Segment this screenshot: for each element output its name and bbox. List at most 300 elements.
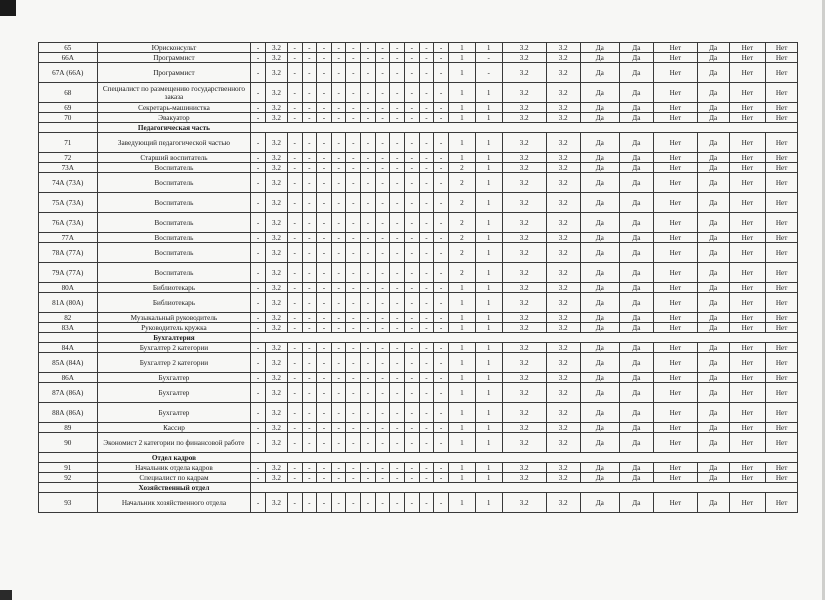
factor-cell: - (317, 353, 332, 373)
factor-cell: - (375, 133, 390, 153)
class-final-cell: 3.2 (546, 433, 580, 453)
answer-cell: Нет (653, 433, 697, 453)
class-value-cell: 3.2 (265, 423, 287, 433)
factor-cell: - (346, 343, 361, 353)
answer-cell: Нет (653, 103, 697, 113)
row-number-cell: 90 (39, 433, 98, 453)
section-empty-cells (251, 333, 798, 343)
count-cell: 1 (475, 83, 502, 103)
answer-cell: Да (619, 43, 653, 53)
answer-cell: Нет (729, 63, 766, 83)
table-row (39, 473, 798, 483)
answer-cell: Нет (766, 173, 798, 193)
factor-cell: - (419, 193, 434, 213)
count-cell: 1 (475, 193, 502, 213)
factor-cell: - (419, 343, 434, 353)
factor-cell: - (317, 43, 332, 53)
factor-cell: - (375, 153, 390, 163)
factor-cell: - (434, 113, 449, 123)
class-final-cell: 3.2 (546, 173, 580, 193)
class-value-cell: 3.2 (265, 323, 287, 333)
answer-cell: Да (697, 53, 729, 63)
answer-cell: Да (619, 383, 653, 403)
count-cell: 1 (475, 283, 502, 293)
factor-cell: - (317, 153, 332, 163)
factor-cell: - (419, 463, 434, 473)
class-value-cell: 3.2 (265, 493, 287, 513)
count-cell: 2 (448, 193, 475, 213)
factor-cell: - (317, 313, 332, 323)
factor-cell: - (302, 53, 317, 63)
class-value-cell: 3.2 (265, 463, 287, 473)
class-cell: - (251, 353, 266, 373)
factor-cell: - (434, 133, 449, 153)
class-total-cell: 3.2 (502, 103, 546, 113)
class-total-cell: 3.2 (502, 373, 546, 383)
answer-cell: Нет (729, 493, 766, 513)
position-cell: Специалист по размещению государственного заказа (97, 83, 251, 103)
row-number-cell: 71 (39, 133, 98, 153)
factor-cell: - (405, 343, 420, 353)
answer-cell: Нет (766, 133, 798, 153)
position-cell: Воспитатель (97, 233, 251, 243)
factor-cell: - (317, 103, 332, 113)
factor-cell: - (302, 133, 317, 153)
table-row (39, 433, 798, 453)
factor-cell: - (317, 383, 332, 403)
answer-cell: Да (619, 403, 653, 423)
answer-cell: Да (580, 103, 619, 113)
answer-cell: Да (697, 463, 729, 473)
class-total-cell: 3.2 (502, 243, 546, 263)
class-value-cell: 3.2 (265, 313, 287, 323)
count-cell: 1 (448, 293, 475, 313)
factor-cell: - (419, 473, 434, 483)
factor-cell: - (390, 193, 405, 213)
class-cell: - (251, 293, 266, 313)
count-cell: 1 (448, 83, 475, 103)
factor-cell: - (375, 463, 390, 473)
answer-cell: Да (697, 163, 729, 173)
factor-cell: - (419, 353, 434, 373)
count-cell: 1 (448, 153, 475, 163)
count-cell: 1 (475, 433, 502, 453)
class-total-cell: 3.2 (502, 153, 546, 163)
answer-cell: Да (697, 263, 729, 283)
answer-cell: Нет (729, 423, 766, 433)
table-row (39, 283, 798, 293)
factor-cell: - (317, 323, 332, 333)
factor-cell: - (390, 83, 405, 103)
factor-cell: - (317, 433, 332, 453)
factor-cell: - (375, 233, 390, 243)
class-value-cell: 3.2 (265, 373, 287, 383)
factor-cell: - (287, 193, 302, 213)
answer-cell: Нет (653, 193, 697, 213)
class-cell: - (251, 153, 266, 163)
answer-cell: Да (580, 53, 619, 63)
class-value-cell: 3.2 (265, 163, 287, 173)
factor-cell: - (419, 493, 434, 513)
answer-cell: Нет (766, 463, 798, 473)
answer-cell: Нет (653, 473, 697, 483)
answer-cell: Нет (653, 293, 697, 313)
answer-cell: Да (580, 323, 619, 333)
count-cell: 1 (448, 473, 475, 483)
position-cell: Воспитатель (97, 263, 251, 283)
answer-cell: Нет (729, 293, 766, 313)
answer-cell: Нет (729, 403, 766, 423)
factor-cell: - (434, 373, 449, 383)
factor-cell: - (287, 343, 302, 353)
class-cell: - (251, 133, 266, 153)
table-row (39, 163, 798, 173)
count-cell: 1 (475, 43, 502, 53)
factor-cell: - (375, 263, 390, 283)
answer-cell: Да (580, 373, 619, 383)
factor-cell: - (405, 103, 420, 113)
factor-cell: - (346, 403, 361, 423)
factor-cell: - (434, 43, 449, 53)
answer-cell: Нет (766, 313, 798, 323)
class-cell: - (251, 493, 266, 513)
answer-cell: Нет (653, 373, 697, 383)
position-cell: Специалист по кадрам (97, 473, 251, 483)
factor-cell: - (302, 173, 317, 193)
class-cell: - (251, 433, 266, 453)
factor-cell: - (405, 243, 420, 263)
factor-cell: - (331, 43, 346, 53)
factor-cell: - (390, 313, 405, 323)
answer-cell: Да (619, 243, 653, 263)
answer-cell: Да (580, 233, 619, 243)
factor-cell: - (361, 283, 376, 293)
class-total-cell: 3.2 (502, 213, 546, 233)
row-number-cell: 72 (39, 153, 98, 163)
count-cell: 1 (475, 263, 502, 283)
factor-cell: - (361, 353, 376, 373)
answer-cell: Нет (729, 263, 766, 283)
row-number-cell: 79А (77А) (39, 263, 98, 283)
position-cell: Секретарь-машинистка (97, 103, 251, 113)
factor-cell: - (419, 163, 434, 173)
factor-cell: - (390, 133, 405, 153)
factor-cell: - (405, 433, 420, 453)
factor-cell: - (302, 153, 317, 163)
factor-cell: - (346, 263, 361, 283)
factor-cell: - (375, 403, 390, 423)
answer-cell: Да (619, 193, 653, 213)
factor-cell: - (287, 43, 302, 53)
factor-cell: - (375, 213, 390, 233)
answer-cell: Да (697, 383, 729, 403)
factor-cell: - (361, 53, 376, 63)
section-empty-cells (251, 453, 798, 463)
row-number-cell: 65 (39, 43, 98, 53)
factor-cell: - (375, 383, 390, 403)
row-number-cell: 84А (39, 343, 98, 353)
answer-cell: Да (697, 213, 729, 233)
factor-cell: - (361, 83, 376, 103)
count-cell: 1 (448, 423, 475, 433)
factor-cell: - (405, 63, 420, 83)
answer-cell: Да (580, 403, 619, 423)
answer-cell: Нет (766, 233, 798, 243)
section-title: Педагогическая часть (97, 123, 251, 133)
count-cell: 1 (475, 403, 502, 423)
factor-cell: - (390, 43, 405, 53)
factor-cell: - (346, 193, 361, 213)
answer-cell: Да (619, 163, 653, 173)
table-row (39, 133, 798, 153)
count-cell: 2 (448, 263, 475, 283)
answer-cell: Да (619, 263, 653, 283)
table-row (39, 323, 798, 333)
position-cell: Воспитатель (97, 173, 251, 193)
factor-cell: - (419, 313, 434, 323)
class-final-cell: 3.2 (546, 163, 580, 173)
factor-cell: - (405, 473, 420, 483)
factor-cell: - (331, 493, 346, 513)
factor-cell: - (419, 373, 434, 383)
factor-cell: - (346, 293, 361, 313)
factor-cell: - (361, 383, 376, 403)
answer-cell: Да (697, 83, 729, 103)
factor-cell: - (302, 263, 317, 283)
factor-cell: - (302, 403, 317, 423)
class-total-cell: 3.2 (502, 403, 546, 423)
answer-cell: Да (580, 353, 619, 373)
class-cell: - (251, 283, 266, 293)
answer-cell: Да (619, 233, 653, 243)
position-cell: Библиотекарь (97, 283, 251, 293)
answer-cell: Да (580, 263, 619, 283)
row-number-cell: 92 (39, 473, 98, 483)
factor-cell: - (287, 283, 302, 293)
factor-cell: - (390, 473, 405, 483)
table-row (39, 423, 798, 433)
answer-cell: Нет (729, 353, 766, 373)
factor-cell: - (390, 243, 405, 263)
answer-cell: Да (580, 43, 619, 53)
count-cell: 1 (475, 233, 502, 243)
row-number-cell: 91 (39, 463, 98, 473)
factor-cell: - (287, 313, 302, 323)
class-cell: - (251, 213, 266, 233)
factor-cell: - (405, 163, 420, 173)
class-final-cell: 3.2 (546, 423, 580, 433)
factor-cell: - (302, 193, 317, 213)
factor-cell: - (331, 53, 346, 63)
factor-cell: - (434, 233, 449, 243)
count-cell: 1 (475, 343, 502, 353)
factor-cell: - (390, 213, 405, 233)
answer-cell: Да (580, 473, 619, 483)
answer-cell: Нет (653, 133, 697, 153)
answer-cell: Нет (729, 153, 766, 163)
factor-cell: - (434, 103, 449, 113)
class-cell: - (251, 243, 266, 263)
factor-cell: - (331, 173, 346, 193)
class-total-cell: 3.2 (502, 53, 546, 63)
answer-cell: Нет (766, 293, 798, 313)
answer-cell: Да (619, 103, 653, 113)
answer-cell: Да (619, 493, 653, 513)
count-cell: 1 (448, 283, 475, 293)
answer-cell: Да (580, 433, 619, 453)
factor-cell: - (346, 473, 361, 483)
class-value-cell: 3.2 (265, 43, 287, 53)
class-total-cell: 3.2 (502, 43, 546, 53)
position-cell: Кассир (97, 423, 251, 433)
factor-cell: - (317, 113, 332, 123)
answer-cell: Да (619, 373, 653, 383)
section-title: Хозяйственный отдел (97, 483, 251, 493)
factor-cell: - (434, 173, 449, 193)
class-total-cell: 3.2 (502, 83, 546, 103)
answer-cell: Нет (653, 153, 697, 163)
section-title: Отдел кадров (97, 453, 251, 463)
factor-cell: - (375, 293, 390, 313)
class-total-cell: 3.2 (502, 133, 546, 153)
answer-cell: Нет (766, 193, 798, 213)
factor-cell: - (331, 353, 346, 373)
row-number-cell: 89 (39, 423, 98, 433)
factor-cell: - (434, 383, 449, 403)
factor-cell: - (287, 83, 302, 103)
factor-cell: - (361, 113, 376, 123)
factor-cell: - (405, 153, 420, 163)
factor-cell: - (405, 53, 420, 63)
factor-cell: - (331, 383, 346, 403)
factor-cell: - (361, 293, 376, 313)
class-cell: - (251, 63, 266, 83)
factor-cell: - (317, 423, 332, 433)
factor-cell: - (419, 423, 434, 433)
factor-cell: - (375, 103, 390, 113)
answer-cell: Да (619, 323, 653, 333)
position-cell: Бухгалтер (97, 403, 251, 423)
table-row (39, 83, 798, 103)
factor-cell: - (419, 433, 434, 453)
table-row (39, 493, 798, 513)
factor-cell: - (405, 213, 420, 233)
class-final-cell: 3.2 (546, 353, 580, 373)
answer-cell: Да (697, 233, 729, 243)
row-number-cell (39, 453, 98, 463)
factor-cell: - (331, 293, 346, 313)
answer-cell: Да (697, 283, 729, 293)
factor-cell: - (419, 243, 434, 263)
factor-cell: - (287, 353, 302, 373)
count-cell: 1 (475, 133, 502, 153)
class-total-cell: 3.2 (502, 383, 546, 403)
factor-cell: - (331, 233, 346, 243)
factor-cell: - (331, 63, 346, 83)
factor-cell: - (361, 233, 376, 243)
factor-cell: - (405, 233, 420, 243)
count-cell: 2 (448, 163, 475, 173)
factor-cell: - (419, 153, 434, 163)
answer-cell: Да (697, 133, 729, 153)
position-cell: Начальник хозяйственного отдела (97, 493, 251, 513)
factor-cell: - (419, 113, 434, 123)
factor-cell: - (317, 493, 332, 513)
factor-cell: - (361, 403, 376, 423)
count-cell: 1 (475, 153, 502, 163)
count-cell: 2 (448, 243, 475, 263)
factor-cell: - (331, 423, 346, 433)
class-value-cell: 3.2 (265, 433, 287, 453)
answer-cell: Нет (729, 233, 766, 243)
factor-cell: - (434, 193, 449, 213)
factor-cell: - (346, 63, 361, 83)
count-cell: 1 (475, 353, 502, 373)
answer-cell: Да (697, 323, 729, 333)
count-cell: 1 (475, 103, 502, 113)
position-cell: Музыкальный руководитель (97, 313, 251, 323)
answer-cell: Нет (766, 153, 798, 163)
factor-cell: - (419, 173, 434, 193)
answer-cell: Да (697, 313, 729, 323)
answer-cell: Нет (653, 213, 697, 233)
answer-cell: Нет (766, 243, 798, 263)
answer-cell: Нет (766, 473, 798, 483)
class-final-cell: 3.2 (546, 343, 580, 353)
factor-cell: - (405, 493, 420, 513)
class-value-cell: 3.2 (265, 133, 287, 153)
count-cell: 1 (448, 463, 475, 473)
factor-cell: - (331, 283, 346, 293)
factor-cell: - (361, 373, 376, 383)
class-final-cell: 3.2 (546, 243, 580, 263)
row-number-cell: 67А (66А) (39, 63, 98, 83)
class-value-cell: 3.2 (265, 83, 287, 103)
factor-cell: - (317, 263, 332, 283)
factor-cell: - (390, 113, 405, 123)
answer-cell: Нет (653, 283, 697, 293)
section-header-row (39, 483, 798, 493)
position-cell: Старший воспитатель (97, 153, 251, 163)
class-cell: - (251, 113, 266, 123)
answer-cell: Да (580, 83, 619, 103)
factor-cell: - (390, 403, 405, 423)
class-cell: - (251, 83, 266, 103)
table-row (39, 153, 798, 163)
factor-cell: - (390, 383, 405, 403)
factor-cell: - (287, 473, 302, 483)
class-total-cell: 3.2 (502, 423, 546, 433)
class-total-cell: 3.2 (502, 353, 546, 373)
position-cell: Воспитатель (97, 163, 251, 173)
class-value-cell: 3.2 (265, 353, 287, 373)
answer-cell: Нет (729, 103, 766, 113)
answer-cell: Нет (729, 323, 766, 333)
table-row (39, 353, 798, 373)
class-value-cell: 3.2 (265, 63, 287, 83)
factor-cell: - (346, 43, 361, 53)
factor-cell: - (346, 113, 361, 123)
factor-cell: - (346, 383, 361, 403)
factor-cell: - (361, 43, 376, 53)
class-total-cell: 3.2 (502, 193, 546, 213)
count-cell: 1 (475, 463, 502, 473)
answer-cell: Да (697, 403, 729, 423)
factor-cell: - (419, 103, 434, 113)
factor-cell: - (331, 323, 346, 333)
class-cell: - (251, 103, 266, 113)
factor-cell: - (361, 173, 376, 193)
